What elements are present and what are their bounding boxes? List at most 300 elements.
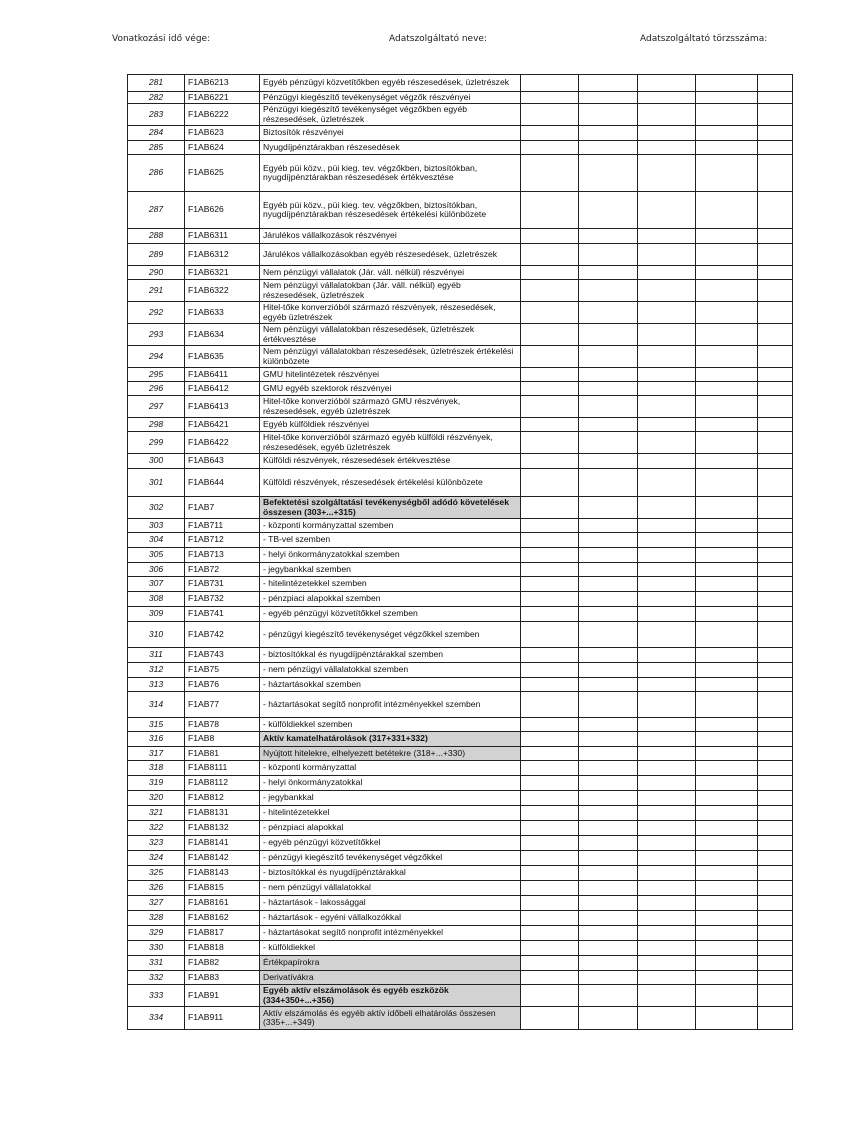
value-cell[interactable] <box>579 92 638 104</box>
value-cell[interactable] <box>638 732 696 747</box>
value-cell[interactable] <box>696 956 758 971</box>
value-cell[interactable] <box>521 1007 579 1030</box>
value-cell[interactable] <box>696 92 758 104</box>
value-cell[interactable] <box>758 126 793 141</box>
value-cell[interactable] <box>579 836 638 851</box>
value-cell[interactable] <box>579 75 638 92</box>
value-cell[interactable] <box>638 1007 696 1030</box>
value-cell[interactable] <box>638 663 696 678</box>
value-cell[interactable] <box>638 836 696 851</box>
value-cell[interactable] <box>638 192 696 229</box>
value-cell[interactable] <box>696 155 758 192</box>
value-cell[interactable] <box>638 896 696 911</box>
value-cell[interactable] <box>758 454 793 469</box>
value-cell[interactable] <box>696 607 758 622</box>
value-cell[interactable] <box>521 866 579 881</box>
value-cell[interactable] <box>696 563 758 577</box>
value-cell[interactable] <box>696 577 758 592</box>
value-cell[interactable] <box>638 324 696 346</box>
row-number: 318 <box>128 761 185 776</box>
value-cell[interactable] <box>758 747 793 761</box>
value-cell[interactable] <box>758 548 793 563</box>
value-cell[interactable] <box>579 732 638 747</box>
value-cell[interactable] <box>758 469 793 497</box>
value-cell[interactable] <box>758 836 793 851</box>
row-number: 312 <box>128 663 185 678</box>
value-cell[interactable] <box>758 592 793 607</box>
value-cell[interactable] <box>696 732 758 747</box>
value-cell[interactable] <box>521 469 579 497</box>
value-cell[interactable] <box>696 648 758 663</box>
value-cell[interactable] <box>521 971 579 985</box>
value-cell[interactable] <box>758 229 793 244</box>
value-cell[interactable] <box>758 956 793 971</box>
row-number: 315 <box>128 718 185 732</box>
value-cell[interactable] <box>579 418 638 432</box>
value-cell[interactable] <box>696 396 758 418</box>
value-cell[interactable] <box>758 941 793 956</box>
value-cell[interactable] <box>521 732 579 747</box>
value-cell[interactable] <box>521 302 579 324</box>
value-cell[interactable] <box>696 244 758 266</box>
value-cell[interactable] <box>696 454 758 469</box>
value-cell[interactable] <box>579 956 638 971</box>
value-cell[interactable] <box>579 692 638 718</box>
value-cell[interactable] <box>758 346 793 368</box>
value-cell[interactable] <box>638 692 696 718</box>
value-cell[interactable] <box>758 244 793 266</box>
value-cell[interactable] <box>521 678 579 692</box>
value-cell[interactable] <box>638 454 696 469</box>
value-cell[interactable] <box>638 577 696 592</box>
value-cell[interactable] <box>696 678 758 692</box>
value-cell[interactable] <box>579 229 638 244</box>
value-cell[interactable] <box>758 926 793 941</box>
value-cell[interactable] <box>758 280 793 302</box>
value-cell[interactable] <box>521 956 579 971</box>
value-cell[interactable] <box>638 761 696 776</box>
value-cell[interactable] <box>638 244 696 266</box>
value-cell[interactable] <box>579 382 638 396</box>
value-cell[interactable] <box>579 851 638 866</box>
value-cell[interactable] <box>696 497 758 519</box>
table-row <box>128 648 793 663</box>
value-cell[interactable] <box>521 563 579 577</box>
value-cell[interactable] <box>579 104 638 126</box>
value-cell[interactable] <box>638 126 696 141</box>
value-cell[interactable] <box>579 346 638 368</box>
value-cell[interactable] <box>638 432 696 454</box>
value-cell[interactable] <box>758 648 793 663</box>
value-cell[interactable] <box>638 229 696 244</box>
value-cell[interactable] <box>521 607 579 622</box>
value-cell[interactable] <box>758 266 793 280</box>
value-cell[interactable] <box>579 607 638 622</box>
value-cell[interactable] <box>696 926 758 941</box>
row-number: 313 <box>128 678 185 692</box>
value-cell[interactable] <box>638 956 696 971</box>
value-cell[interactable] <box>521 836 579 851</box>
value-cell[interactable] <box>758 324 793 346</box>
value-cell[interactable] <box>521 926 579 941</box>
row-description: Értékpapírokra <box>260 956 521 971</box>
value-cell[interactable] <box>521 418 579 432</box>
value-cell[interactable] <box>758 577 793 592</box>
value-cell[interactable] <box>638 396 696 418</box>
table-row <box>128 533 793 548</box>
table-body <box>128 75 793 1030</box>
value-cell[interactable] <box>638 971 696 985</box>
value-cell[interactable] <box>758 533 793 548</box>
value-cell[interactable] <box>521 747 579 761</box>
value-cell[interactable] <box>638 497 696 519</box>
value-cell[interactable] <box>638 866 696 881</box>
value-cell[interactable] <box>758 896 793 911</box>
value-cell[interactable] <box>638 648 696 663</box>
value-cell[interactable] <box>579 563 638 577</box>
value-cell[interactable] <box>696 592 758 607</box>
value-cell[interactable] <box>521 821 579 836</box>
row-code: F1AB8 <box>185 732 260 747</box>
value-cell[interactable] <box>521 592 579 607</box>
value-cell[interactable] <box>579 592 638 607</box>
value-cell[interactable] <box>521 648 579 663</box>
value-cell[interactable] <box>696 761 758 776</box>
value-cell[interactable] <box>521 141 579 155</box>
value-cell[interactable] <box>579 192 638 229</box>
row-description: Nem pénzügyi vállalatokban részesedések, üzletrészek értékelési különbözete <box>260 346 521 368</box>
value-cell[interactable] <box>758 519 793 533</box>
value-cell[interactable] <box>758 563 793 577</box>
value-cell[interactable] <box>758 104 793 126</box>
value-cell[interactable] <box>521 548 579 563</box>
value-cell[interactable] <box>579 971 638 985</box>
value-cell[interactable] <box>579 244 638 266</box>
value-cell[interactable] <box>579 926 638 941</box>
value-cell[interactable] <box>579 941 638 956</box>
value-cell[interactable] <box>696 866 758 881</box>
value-cell[interactable] <box>521 519 579 533</box>
value-cell[interactable] <box>758 396 793 418</box>
row-code: F1AB83 <box>185 971 260 985</box>
value-cell[interactable] <box>579 776 638 791</box>
value-cell[interactable] <box>638 881 696 896</box>
value-cell[interactable] <box>758 985 793 1007</box>
value-cell[interactable] <box>696 971 758 985</box>
value-cell[interactable] <box>521 229 579 244</box>
value-cell[interactable] <box>521 718 579 732</box>
value-cell[interactable] <box>758 418 793 432</box>
value-cell[interactable] <box>696 75 758 92</box>
value-cell[interactable] <box>758 866 793 881</box>
row-number: 320 <box>128 791 185 806</box>
row-description: Biztosítók részvényei <box>260 126 521 141</box>
value-cell[interactable] <box>758 141 793 155</box>
value-cell[interactable] <box>579 806 638 821</box>
value-cell[interactable] <box>696 280 758 302</box>
value-cell[interactable] <box>579 141 638 155</box>
value-cell[interactable] <box>638 533 696 548</box>
value-cell[interactable] <box>758 718 793 732</box>
value-cell[interactable] <box>521 896 579 911</box>
value-cell[interactable] <box>521 75 579 92</box>
value-cell[interactable] <box>579 396 638 418</box>
value-cell[interactable] <box>521 791 579 806</box>
value-cell[interactable] <box>696 851 758 866</box>
row-code: F1AB6311 <box>185 229 260 244</box>
value-cell[interactable] <box>696 141 758 155</box>
value-cell[interactable] <box>579 155 638 192</box>
value-cell[interactable] <box>521 941 579 956</box>
value-cell[interactable] <box>696 941 758 956</box>
value-cell[interactable] <box>579 126 638 141</box>
value-cell[interactable] <box>696 622 758 648</box>
value-cell[interactable] <box>758 663 793 678</box>
value-cell[interactable] <box>758 382 793 396</box>
value-cell[interactable] <box>758 692 793 718</box>
value-cell[interactable] <box>696 718 758 732</box>
row-description: - külföldiekkel szemben <box>260 718 521 732</box>
value-cell[interactable] <box>579 1007 638 1030</box>
value-cell[interactable] <box>758 776 793 791</box>
value-cell[interactable] <box>521 911 579 926</box>
value-cell[interactable] <box>521 985 579 1007</box>
value-cell[interactable] <box>579 911 638 926</box>
row-number: 284 <box>128 126 185 141</box>
value-cell[interactable] <box>521 192 579 229</box>
table-row <box>128 563 793 577</box>
value-cell[interactable] <box>696 836 758 851</box>
value-cell[interactable] <box>696 776 758 791</box>
value-cell[interactable] <box>521 346 579 368</box>
value-cell[interactable] <box>638 368 696 382</box>
value-cell[interactable] <box>758 881 793 896</box>
value-cell[interactable] <box>638 563 696 577</box>
value-cell[interactable] <box>638 141 696 155</box>
value-cell[interactable] <box>579 469 638 497</box>
value-cell[interactable] <box>696 663 758 678</box>
value-cell[interactable] <box>758 75 793 92</box>
value-cell[interactable] <box>696 324 758 346</box>
value-cell[interactable] <box>521 324 579 346</box>
value-cell[interactable] <box>521 266 579 280</box>
value-cell[interactable] <box>696 1007 758 1030</box>
row-number: 303 <box>128 519 185 533</box>
value-cell[interactable] <box>638 747 696 761</box>
row-code: F1AB817 <box>185 926 260 941</box>
value-cell[interactable] <box>579 577 638 592</box>
value-cell[interactable] <box>696 368 758 382</box>
value-cell[interactable] <box>638 155 696 192</box>
value-cell[interactable] <box>696 469 758 497</box>
value-cell[interactable] <box>521 244 579 266</box>
value-cell[interactable] <box>696 382 758 396</box>
value-cell[interactable] <box>579 622 638 648</box>
value-cell[interactable] <box>696 791 758 806</box>
value-cell[interactable] <box>758 622 793 648</box>
row-number: 286 <box>128 155 185 192</box>
value-cell[interactable] <box>696 533 758 548</box>
value-cell[interactable] <box>521 454 579 469</box>
value-cell[interactable] <box>696 692 758 718</box>
value-cell[interactable] <box>638 346 696 368</box>
value-cell[interactable] <box>696 911 758 926</box>
value-cell[interactable] <box>638 418 696 432</box>
value-cell[interactable] <box>521 692 579 718</box>
table-row <box>128 266 793 280</box>
value-cell[interactable] <box>758 368 793 382</box>
value-cell[interactable] <box>696 896 758 911</box>
value-cell[interactable] <box>638 548 696 563</box>
value-cell[interactable] <box>638 622 696 648</box>
value-cell[interactable] <box>758 607 793 622</box>
value-cell[interactable] <box>758 821 793 836</box>
value-cell[interactable] <box>696 432 758 454</box>
table-row <box>128 911 793 926</box>
value-cell[interactable] <box>579 678 638 692</box>
value-cell[interactable] <box>758 302 793 324</box>
value-cell[interactable] <box>521 577 579 592</box>
value-cell[interactable] <box>638 266 696 280</box>
value-cell[interactable] <box>521 155 579 192</box>
value-cell[interactable] <box>638 821 696 836</box>
value-cell[interactable] <box>638 382 696 396</box>
value-cell[interactable] <box>579 663 638 678</box>
row-code: F1AB77 <box>185 692 260 718</box>
value-cell[interactable] <box>638 592 696 607</box>
value-cell[interactable] <box>758 1007 793 1030</box>
value-cell[interactable] <box>638 104 696 126</box>
value-cell[interactable] <box>758 761 793 776</box>
value-cell[interactable] <box>579 519 638 533</box>
value-cell[interactable] <box>638 302 696 324</box>
value-cell[interactable] <box>758 732 793 747</box>
value-cell[interactable] <box>521 382 579 396</box>
row-code: F1AB6413 <box>185 396 260 418</box>
value-cell[interactable] <box>579 761 638 776</box>
value-cell[interactable] <box>579 881 638 896</box>
value-cell[interactable] <box>521 92 579 104</box>
value-cell[interactable] <box>521 761 579 776</box>
value-cell[interactable] <box>758 92 793 104</box>
value-cell[interactable] <box>638 911 696 926</box>
value-cell[interactable] <box>579 432 638 454</box>
value-cell[interactable] <box>696 806 758 821</box>
value-cell[interactable] <box>579 747 638 761</box>
value-cell[interactable] <box>638 926 696 941</box>
value-cell[interactable] <box>579 896 638 911</box>
value-cell[interactable] <box>696 548 758 563</box>
value-cell[interactable] <box>696 821 758 836</box>
value-cell[interactable] <box>521 881 579 896</box>
value-cell[interactable] <box>521 104 579 126</box>
value-cell[interactable] <box>579 324 638 346</box>
value-cell[interactable] <box>758 432 793 454</box>
value-cell[interactable] <box>696 346 758 368</box>
value-cell[interactable] <box>579 866 638 881</box>
value-cell[interactable] <box>758 155 793 192</box>
value-cell[interactable] <box>521 533 579 548</box>
value-cell[interactable] <box>638 678 696 692</box>
value-cell[interactable] <box>521 622 579 648</box>
value-cell[interactable] <box>696 418 758 432</box>
value-cell[interactable] <box>638 92 696 104</box>
value-cell[interactable] <box>638 607 696 622</box>
value-cell[interactable] <box>758 791 793 806</box>
value-cell[interactable] <box>579 302 638 324</box>
row-code: F1AB713 <box>185 548 260 563</box>
row-number: 287 <box>128 192 185 229</box>
value-cell[interactable] <box>758 806 793 821</box>
value-cell[interactable] <box>579 985 638 1007</box>
value-cell[interactable] <box>638 791 696 806</box>
value-cell[interactable] <box>696 126 758 141</box>
value-cell[interactable] <box>521 663 579 678</box>
value-cell[interactable] <box>696 266 758 280</box>
value-cell[interactable] <box>638 280 696 302</box>
value-cell[interactable] <box>579 648 638 663</box>
value-cell[interactable] <box>696 192 758 229</box>
table-row <box>128 141 793 155</box>
value-cell[interactable] <box>638 776 696 791</box>
value-cell[interactable] <box>521 776 579 791</box>
value-cell[interactable] <box>638 941 696 956</box>
value-cell[interactable] <box>521 806 579 821</box>
value-cell[interactable] <box>758 192 793 229</box>
value-cell[interactable] <box>521 396 579 418</box>
value-cell[interactable] <box>758 851 793 866</box>
value-cell[interactable] <box>521 280 579 302</box>
value-cell[interactable] <box>638 851 696 866</box>
value-cell[interactable] <box>521 126 579 141</box>
value-cell[interactable] <box>758 678 793 692</box>
value-cell[interactable] <box>579 280 638 302</box>
table-row <box>128 396 793 418</box>
value-cell[interactable] <box>758 911 793 926</box>
value-cell[interactable] <box>638 469 696 497</box>
value-cell[interactable] <box>638 75 696 92</box>
value-cell[interactable] <box>696 881 758 896</box>
value-cell[interactable] <box>579 497 638 519</box>
value-cell[interactable] <box>696 104 758 126</box>
value-cell[interactable] <box>579 718 638 732</box>
value-cell[interactable] <box>696 985 758 1007</box>
value-cell[interactable] <box>579 821 638 836</box>
value-cell[interactable] <box>696 747 758 761</box>
value-cell[interactable] <box>579 533 638 548</box>
value-cell[interactable] <box>579 266 638 280</box>
value-cell[interactable] <box>696 229 758 244</box>
value-cell[interactable] <box>579 454 638 469</box>
row-description: Járulékos vállalkozások részvényei <box>260 229 521 244</box>
value-cell[interactable] <box>638 985 696 1007</box>
value-cell[interactable] <box>638 519 696 533</box>
value-cell[interactable] <box>521 497 579 519</box>
value-cell[interactable] <box>638 718 696 732</box>
value-cell[interactable] <box>696 519 758 533</box>
value-cell[interactable] <box>696 302 758 324</box>
value-cell[interactable] <box>521 368 579 382</box>
table-row <box>128 548 793 563</box>
value-cell[interactable] <box>521 851 579 866</box>
value-cell[interactable] <box>638 806 696 821</box>
value-cell[interactable] <box>758 971 793 985</box>
value-cell[interactable] <box>579 548 638 563</box>
value-cell[interactable] <box>579 368 638 382</box>
value-cell[interactable] <box>579 791 638 806</box>
value-cell[interactable] <box>758 497 793 519</box>
value-cell[interactable] <box>521 432 579 454</box>
